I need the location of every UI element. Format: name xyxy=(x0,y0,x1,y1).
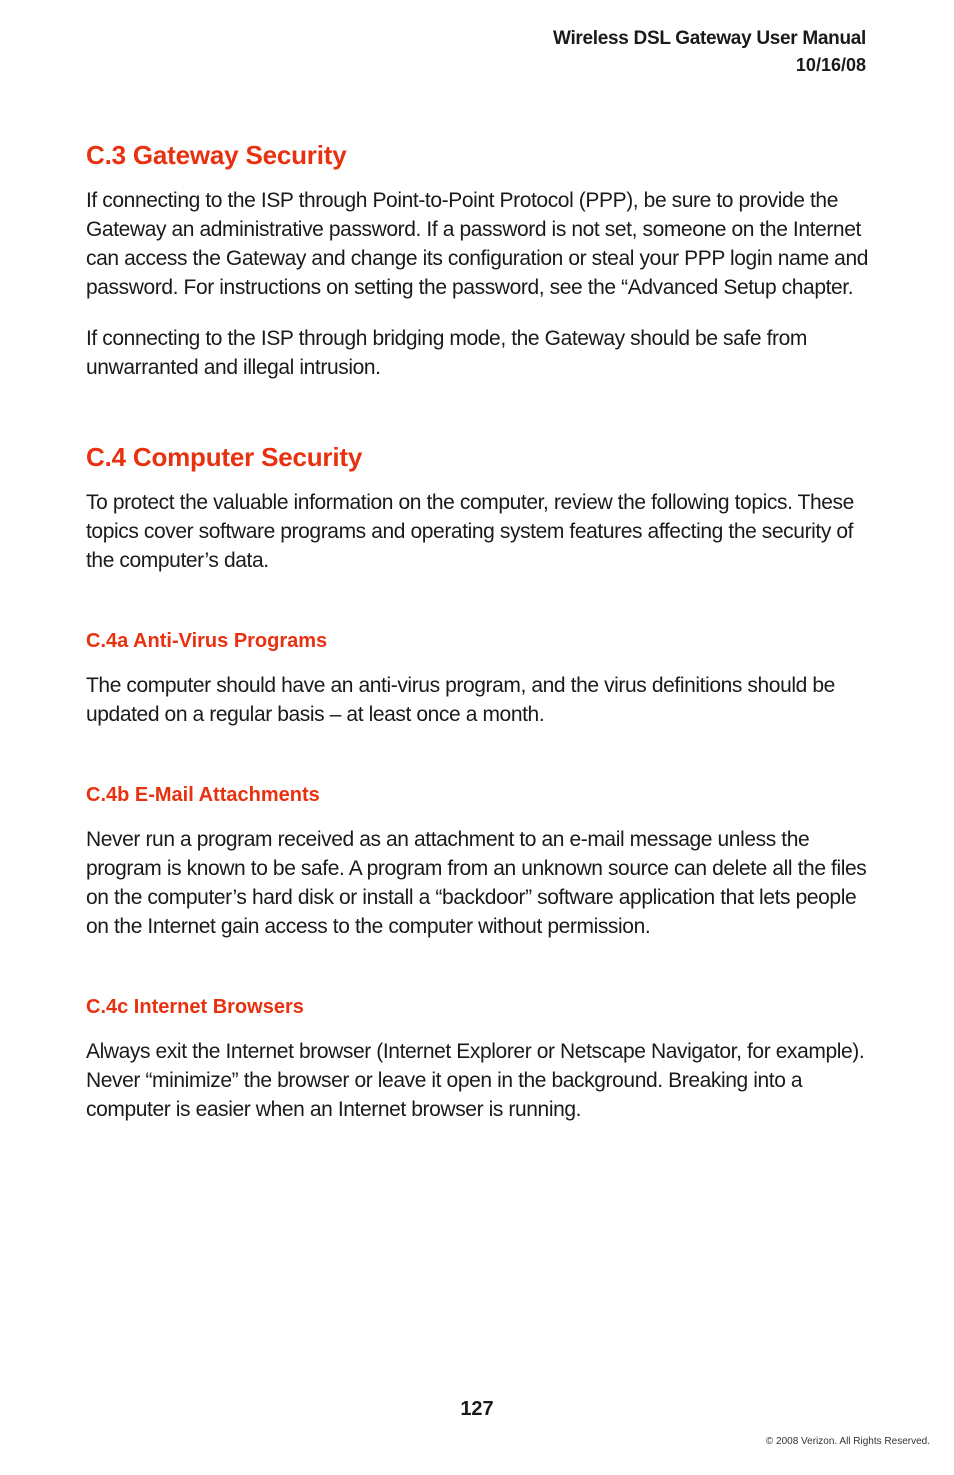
page-header xyxy=(553,26,866,78)
subsection-heading: C.4c Internet Browsers xyxy=(86,996,304,1018)
paragraph: If connecting to the ISP through Point-to-Point Protocol (PPP), be sure to provide the Gateway an administrative password. If a password is not set, someone on the Internet can access the Gateway and change its configuration or steal your PPP login name and password. For instructions on setting the password, see the “Advanced Setup chapter. xyxy=(86,189,869,299)
section-heading: C.4 Computer Security xyxy=(86,442,363,472)
paragraph: If connecting to the ISP through bridging mode, the Gateway should be safe from unwarranted and illegal intrusion. xyxy=(86,327,807,379)
section-email-attachments xyxy=(86,781,876,941)
section-internet-browsers xyxy=(86,993,876,1124)
subsection-heading: C.4b E-Mail Attachments xyxy=(86,784,320,806)
paragraph: Never run a program received as an attachment to an e-mail message unless the program is known to be safe. A program from an unknown source can delete all the files on the computer’s hard disk or install a “backdoor” software application that lets people on the Internet gain access to the computer without permission. xyxy=(86,828,867,938)
page-content xyxy=(86,138,876,1124)
paragraph: To protect the valuable information on the computer, review the following topics. These topics cover software programs and operating system features affecting the security of the computer’s data. xyxy=(86,491,854,572)
section-computer-security xyxy=(86,440,876,575)
paragraph: The computer should have an anti-virus program, and the virus definitions should be updated on a regular basis – at least once a month. xyxy=(86,674,835,726)
section-anti-virus xyxy=(86,627,876,729)
subsection-heading: C.4a Anti-Virus Programs xyxy=(86,630,328,652)
section-gateway-security xyxy=(86,138,876,382)
copyright-notice: © 2008 Verizon. All Rights Reserved. xyxy=(765,1436,930,1447)
section-heading: C.3 Gateway Security xyxy=(86,140,347,170)
manual-title: Wireless DSL Gateway User Manual xyxy=(552,28,866,49)
paragraph: Always exit the Internet browser (Internet Explorer or Netscape Navigator, for example). Never “minimize” the browser or leave it open in the background. Breaking into a computer is easier when an Internet browser is running. xyxy=(86,1040,865,1121)
manual-date: 10/16/08 xyxy=(795,55,866,75)
page-number: 127 xyxy=(460,1398,494,1420)
